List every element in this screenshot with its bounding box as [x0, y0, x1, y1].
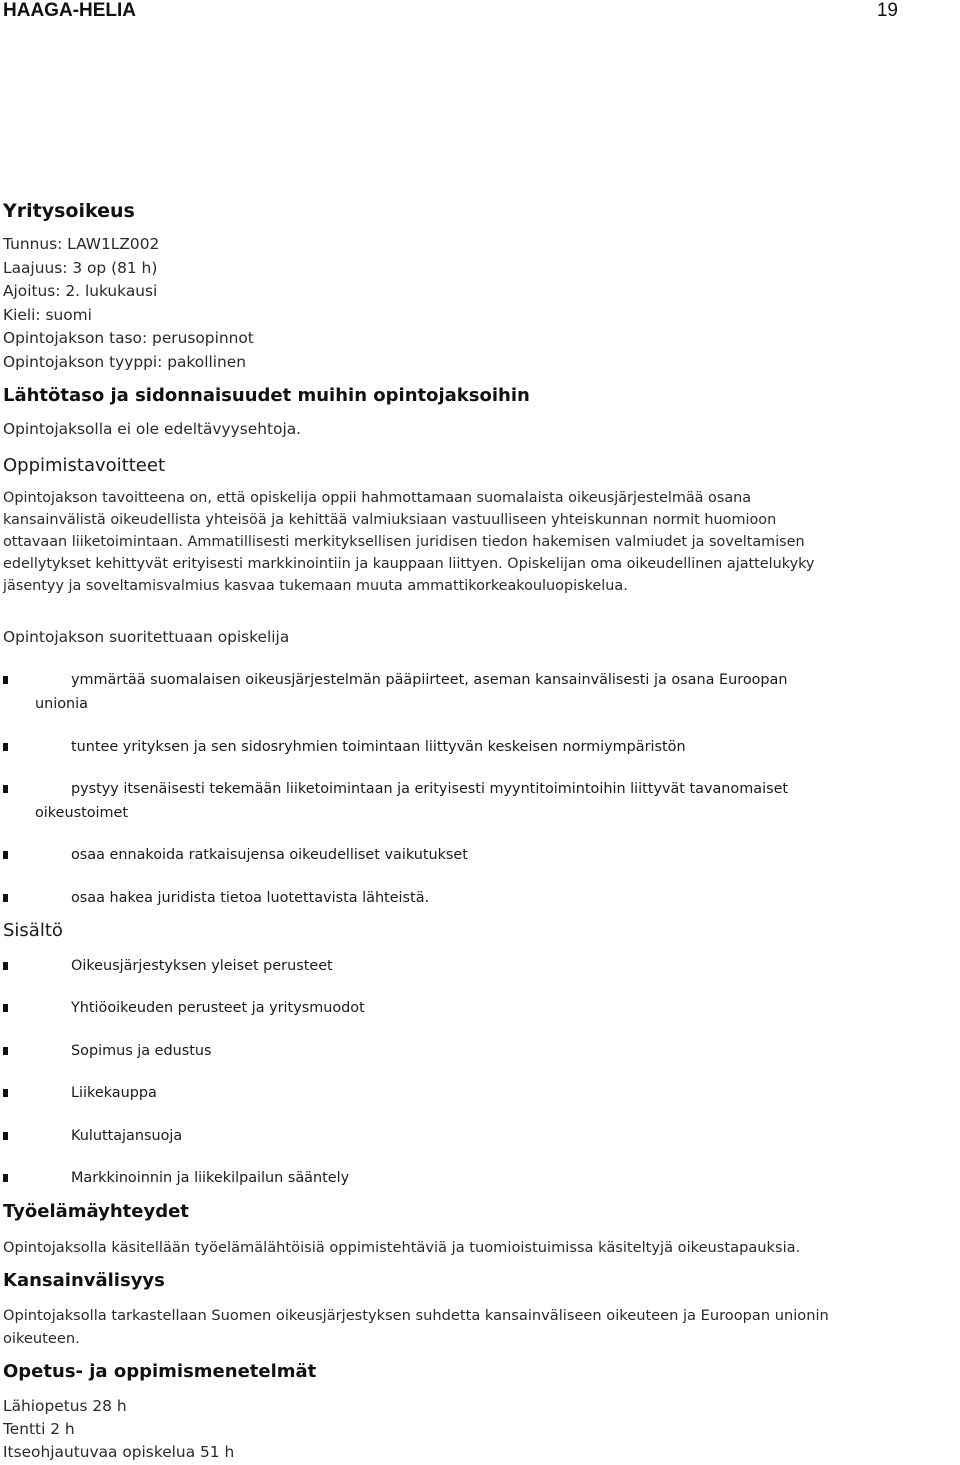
methods-item: Itseohjautuvaa opiskelua 51 h — [3, 1443, 235, 1461]
bullet-icon — [3, 1174, 8, 1182]
working-life-text: Opintojaksolla käsitellään työelämälähtöisiä oppimistehtäviä ja tuomioistuimissa käsiteltyjä oikeustapauksia. — [3, 1239, 801, 1256]
objectives-line: edellytykset kehittyvät erityisesti markkinointiin ja kauppaan liittyen. Opiskelijan oma oikeudellinen ajattelukyky — [3, 556, 815, 572]
bullet-text: Yhtiöoikeuden perusteet ja yritysmuodot — [71, 1000, 365, 1016]
bullet-text: pystyy itsenäisesti tekemään liiketoimintaan ja erityisesti myyntitoimintoihin liittyvät tavanomaiset — [71, 781, 789, 797]
international-text-line2: oikeuteen. — [3, 1330, 80, 1347]
meta-timing: Ajoitus: 2. lukukausi — [3, 282, 158, 300]
working-life-heading: Työelämäyhteydet — [3, 1201, 189, 1222]
bullet-icon — [3, 1132, 8, 1140]
methods-item: Lähiopetus 28 h — [3, 1397, 127, 1415]
content-bullet — [3, 996, 958, 1020]
content-bullet — [3, 1039, 958, 1063]
bullet-text: Kuluttajansuoja — [71, 1128, 183, 1144]
bullet-icon — [3, 851, 8, 859]
content-bullet — [3, 1081, 958, 1105]
bullet-icon — [3, 962, 8, 970]
methods-heading: Opetus- ja oppimismenetelmät — [3, 1361, 317, 1382]
objective-bullet — [3, 886, 958, 910]
meta-level: Opintojakson taso: perusopinnot — [3, 329, 254, 347]
content-bullet — [3, 1124, 958, 1148]
bullet-text: tuntee yrityksen ja sen sidosryhmien toimintaan liittyvän keskeisen normiympäristön — [71, 739, 686, 755]
meta-scope: Laajuus: 3 op (81 h) — [3, 259, 158, 277]
objective-bullet — [3, 735, 958, 759]
methods-item: Tentti 2 h — [3, 1420, 75, 1438]
content-heading: Sisältö — [3, 920, 63, 941]
international-text-line1: Opintojaksolla tarkastellaan Suomen oikeusjärjestyksen suhdetta kansainväliseen oikeuteen ja Euroopan unionin — [3, 1307, 829, 1324]
international-heading: Kansainvälisyys — [3, 1270, 165, 1291]
meta-language: Kieli: suomi — [3, 306, 92, 324]
meta-code: Tunnus: LAW1LZ002 — [3, 235, 160, 253]
content-bullet — [3, 1166, 958, 1190]
bullet-text: ymmärtää suomalaisen oikeusjärjestelmän pääpiirteet, aseman kansainvälisesti ja osana Euroopan — [71, 672, 788, 688]
prerequisites-heading: Lähtötaso ja sidonnaisuudet muihin opintojaksoihin — [3, 385, 530, 406]
objectives-line: jäsentyy ja soveltamisvalmius kasvaa tukemaan muuta ammattikorkeakouluopiskelua. — [3, 578, 628, 594]
page-number: 19 — [876, 0, 898, 21]
bullet-text: Oikeusjärjestyksen yleiset perusteet — [71, 958, 333, 974]
objective-bullet — [3, 843, 958, 867]
bullet-icon — [3, 1047, 8, 1055]
bullet-icon — [3, 785, 8, 793]
bullet-text-cont: oikeustoimet — [35, 805, 129, 821]
bullet-text: Liikekauppa — [71, 1085, 157, 1101]
prerequisites-text: Opintojaksolla ei ole edeltävyysehtoja. — [3, 420, 302, 438]
course-title: Yritysoikeus — [3, 200, 135, 222]
bullet-text: osaa ennakoida ratkaisujensa oikeudelliset vaikutukset — [71, 847, 468, 863]
bullet-icon — [3, 1089, 8, 1097]
objectives-line: Opintojakson tavoitteena on, että opiskelija oppii hahmottamaan suomalaista oikeusjärjestelmää osana — [3, 490, 752, 506]
school-name: HAAGA-HELIA — [3, 0, 136, 21]
objectives-line: ottavaan liiketoimintaan. Ammatillisesti merkityksellisen juridisen tiedon hakemisen valmiudet ja soveltamisen — [3, 534, 805, 550]
bullet-icon — [3, 676, 8, 684]
objective-bullet — [3, 777, 958, 825]
bullet-icon — [3, 1004, 8, 1012]
content-bullet — [3, 954, 958, 978]
objectives-heading: Oppimistavoitteet — [3, 455, 166, 476]
bullet-text-cont: unionia — [35, 696, 88, 712]
objectives-intro: Opintojakson suoritettuaan opiskelija — [3, 628, 290, 646]
bullet-text: Sopimus ja edustus — [71, 1043, 212, 1059]
bullet-icon — [3, 894, 8, 902]
objectives-line: kansainvälistä oikeudellista yhteisöä ja kehittää valmiuksiaan vastuulliseen yhteiskunnan normit huomioon — [3, 512, 777, 528]
bullet-icon — [3, 743, 8, 751]
meta-type: Opintojakson tyyppi: pakollinen — [3, 353, 246, 371]
objectives-paragraph — [3, 487, 960, 597]
objective-bullet — [3, 668, 958, 716]
bullet-text: osaa hakea juridista tietoa luotettavista lähteistä. — [71, 890, 430, 906]
bullet-text: Markkinoinnin ja liikekilpailun sääntely — [71, 1170, 350, 1186]
